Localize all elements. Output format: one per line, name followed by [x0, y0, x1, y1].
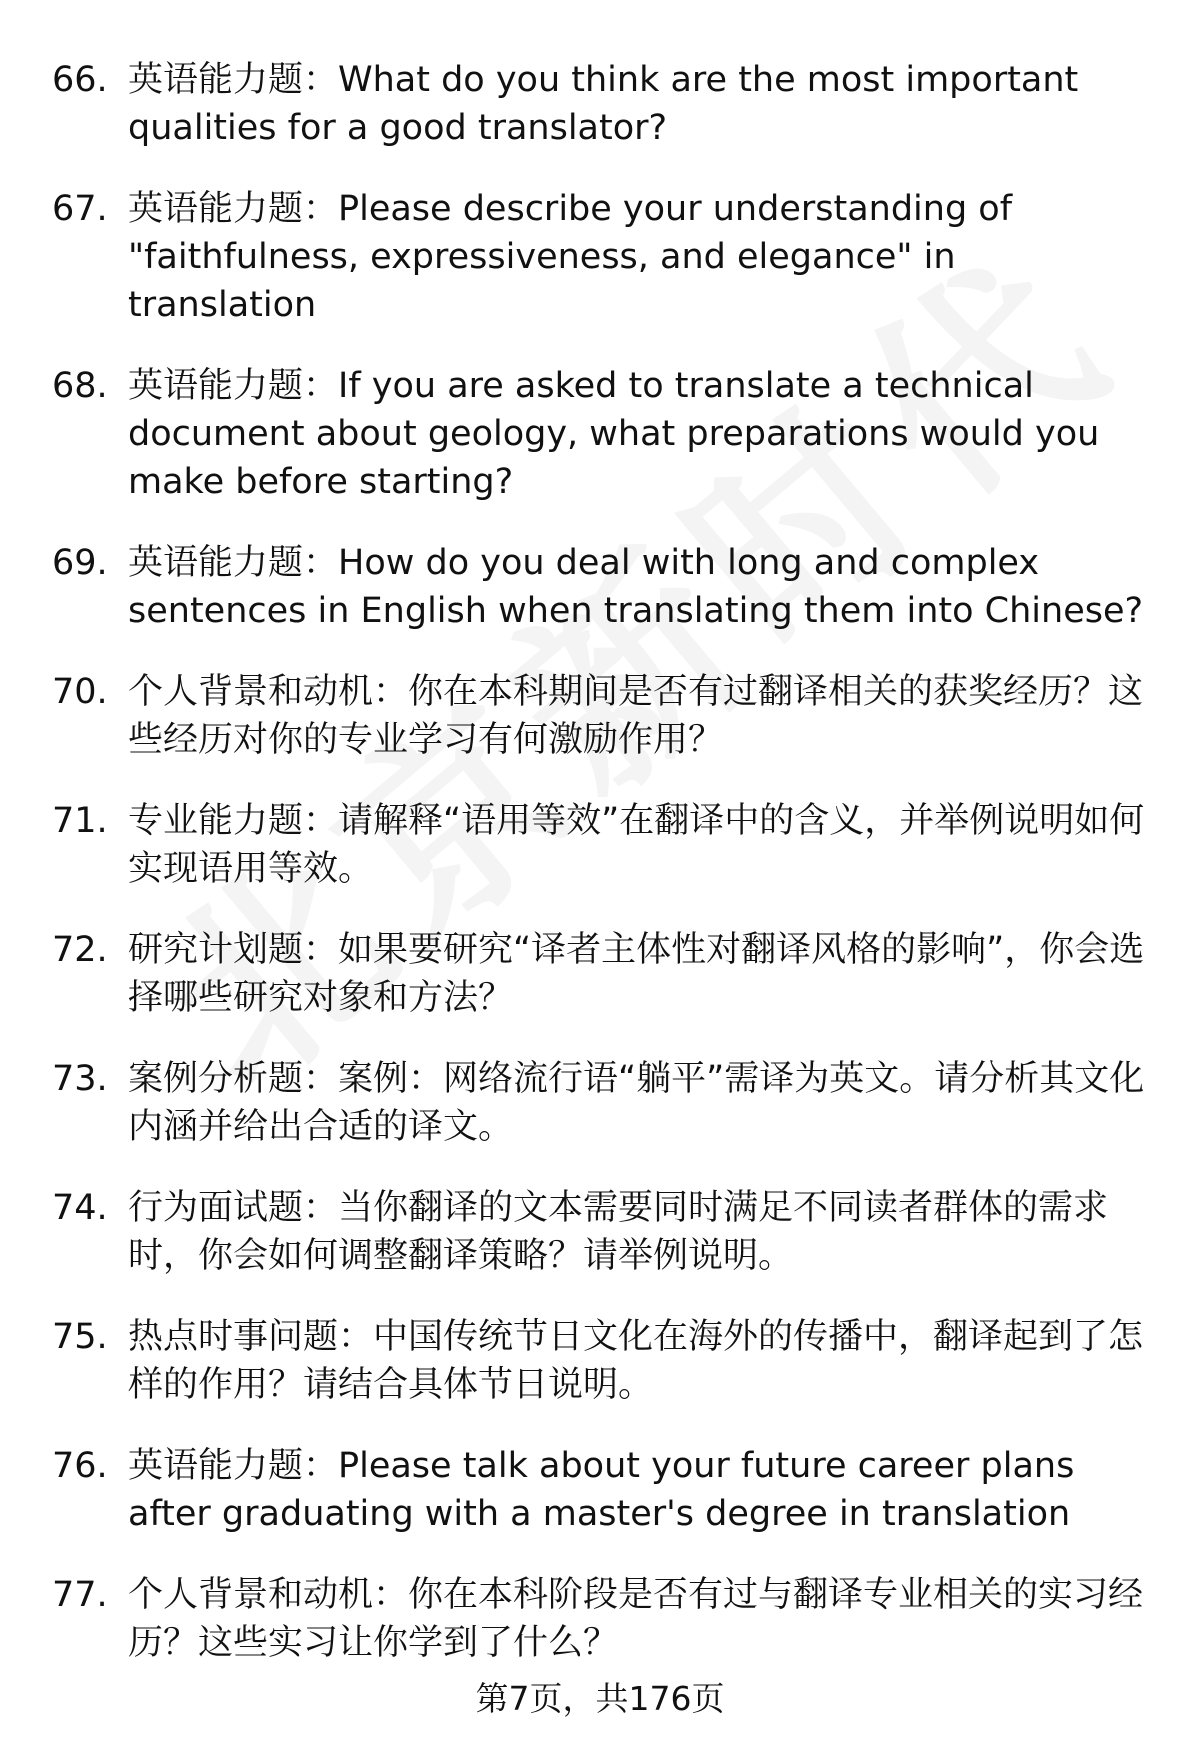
question-item — [0, 1184, 1200, 1280]
question-text: 英语能力题：Please describe your understanding of "faithfulness, expressiveness, and elegance" in translation — [128, 189, 1013, 325]
question-number: 71. — [52, 801, 108, 841]
question-number: 74. — [52, 1188, 108, 1228]
question-text: 行为面试题：当你翻译的文本需要同时满足不同读者群体的需求时，你会如何调整翻译策略？请举例说明。 — [128, 1188, 1109, 1276]
question-text: 英语能力题：What do you think are the most important qualities for a good translator? — [128, 60, 1079, 148]
question-number: 76. — [52, 1446, 108, 1486]
question-number: 69. — [52, 543, 108, 583]
question-item — [0, 1442, 1200, 1538]
question-text: 个人背景和动机：你在本科期间是否有过翻译相关的获奖经历？这些经历对你的专业学习有何激励作用？ — [128, 672, 1144, 760]
question-item — [0, 797, 1200, 893]
question-number: 77. — [52, 1575, 108, 1615]
question-number: 67. — [52, 189, 108, 229]
question-number: 75. — [52, 1317, 108, 1357]
question-item — [0, 362, 1200, 506]
question-text: 英语能力题：How do you deal with long and complex sentences in English when translating them into Chinese? — [128, 543, 1144, 631]
question-text: 英语能力题：If you are asked to translate a technical document about geology, what preparations would you make before starting? — [128, 366, 1100, 502]
question-text: 研究计划题：如果要研究“译者主体性对翻译风格的影响”，你会选择哪些研究对象和方法？ — [128, 930, 1145, 1018]
question-text: 个人背景和动机：你在本科阶段是否有过与翻译专业相关的实习经历？这些实习让你学到了什么？ — [128, 1575, 1144, 1663]
question-text: 热点时事问题：中国传统节日文化在海外的传播中，翻译起到了怎样的作用？请结合具体节日说明。 — [128, 1317, 1144, 1405]
question-text: 专业能力题：请解释“语用等效”在翻译中的含义，并举例说明如何实现语用等效。 — [128, 801, 1145, 889]
question-item — [0, 56, 1200, 152]
question-item — [0, 539, 1200, 635]
page-footer: 第7页，共176页 — [475, 1679, 725, 1718]
question-item — [0, 1055, 1200, 1151]
question-item — [0, 668, 1200, 764]
question-list — [0, 56, 1200, 1700]
question-item — [0, 926, 1200, 1022]
question-text: 英语能力题：Please talk about your future career plans after graduating with a master's degree in translation — [128, 1446, 1075, 1534]
question-number: 66. — [52, 60, 108, 100]
question-number: 70. — [52, 672, 108, 712]
question-item — [0, 1571, 1200, 1667]
question-item — [0, 1313, 1200, 1409]
question-text: 案例分析题：案例：网络流行语“躺平”需译为英文。请分析其文化内涵并给出合适的译文。 — [128, 1059, 1145, 1147]
question-number: 72. — [52, 930, 108, 970]
question-number: 68. — [52, 366, 108, 406]
question-item — [0, 185, 1200, 329]
question-number: 73. — [52, 1059, 108, 1099]
